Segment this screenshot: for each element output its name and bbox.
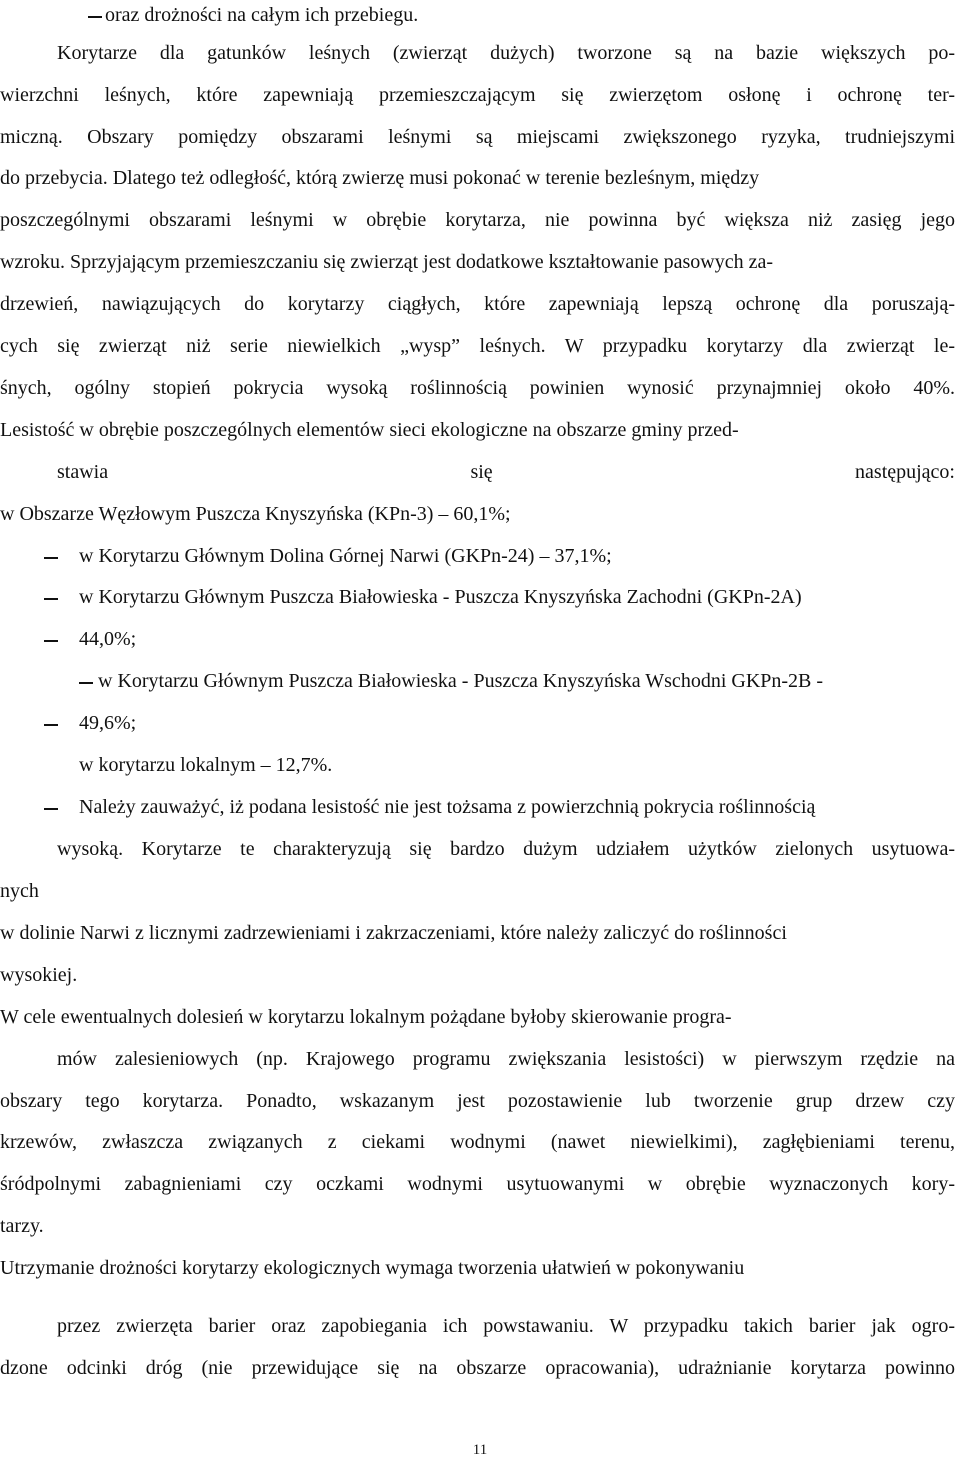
list-dash-icon (44, 640, 58, 642)
text-line: W cele ewentualnych dolesień w korytarzu lokalnym pożądane byłoby skierowanie progra- (0, 1006, 732, 1028)
text-line: w Korytarzu Głównym Puszcza Białowieska - Puszcza Knyszyńska Wschodni GKPn-2B - (98, 670, 824, 692)
text-line: krzewów, zwłaszcza związanych z ciekami wodnymi (nawet niewielkimi), zagłębieniami terenu, (0, 1131, 955, 1153)
text-line: mów zalesieniowych (np. Krajowego programu zwiększania lesistości) w pierwszym rzędzie na (57, 1048, 955, 1070)
text-line: w dolinie Narwi z licznymi zadrzewieniami i zakrzaczeniami, które należy zaliczyć do roślinności (0, 922, 787, 944)
text-line: stawia się następująco: (57, 461, 955, 483)
text-line: poszczególnymi obszarami leśnymi w obrębie korytarza, nie powinna być większa niż zasięg jego (0, 209, 955, 231)
text-line: Utrzymanie drożności korytarzy ekologicznych wymaga tworzenia ułatwień w pokonywaniu (0, 1257, 745, 1279)
text-line: obszary tego korytarza. Ponadto, wskazanym jest pozostawienie lub tworzenie grup drzew czy (0, 1090, 955, 1112)
text-line: przez zwierzęta barier oraz zapobiegania ich powstawaniu. W przypadku takich barier jak ogro- (57, 1315, 955, 1337)
page-number: 11 (472, 1442, 488, 1458)
text-line: Lesistość w obrębie poszczególnych elementów sieci ekologiczne na obszarze gminy przed- (0, 419, 739, 441)
list-dash-icon (79, 682, 93, 684)
text-line: Korytarze dla gatunków leśnych (zwierząt dużych) tworzone są na bazie większych po- (57, 42, 955, 64)
text-line: w Korytarzu Głównym Dolina Górnej Narwi (GKPn-24) – 37,1%; (79, 545, 612, 567)
text-line: nych (0, 880, 39, 902)
text-line (0, 1395, 955, 1425)
text-line: wysoką. Korytarze te charakteryzują się bardzo dużym udziałem użytków zielonych usytuowa- (57, 838, 955, 860)
text-line: wierzchni leśnych, które zapewniają przemieszczającym się zwierzętom osłonę i ochronę ter- (0, 84, 955, 106)
text-line: w Obszarze Węzłowym Puszcza Knyszyńska (KPn-3) – 60,1%; (0, 503, 511, 525)
list-dash-icon (44, 724, 58, 726)
text-line: w korytarzu lokalnym – 12,7%. (79, 754, 333, 776)
text-line: wysokiej. (0, 964, 78, 986)
list-dash-icon (44, 557, 58, 559)
list-dash-icon (44, 598, 58, 600)
list-dash-icon (44, 808, 58, 810)
text-line: tarzy. (0, 1215, 44, 1237)
text-line: dzone odcinki dróg (nie przewidujące się na obszarze opracowania), udrażnianie korytarza powinno (0, 1357, 955, 1379)
text-line: do przebycia. Dlatego też odległość, którą zwierzę musi pokonać w terenie bezleśnym, między (0, 167, 760, 189)
text-line: 44,0%; (79, 628, 137, 650)
text-line: 49,6%; (79, 712, 137, 734)
text-line: drzewień, nawiązujących do korytarzy ciągłych, które zapewniają lepszą ochronę dla poruszają- (0, 293, 955, 315)
text-line: w Korytarzu Głównym Puszcza Białowieska - Puszcza Knyszyńska Zachodni (GKPn-2A) (79, 586, 802, 608)
text-line: śnych, ogólny stopień pokrycia wysoką roślinnością powinien wynosić przynajmniej około 40%. (0, 377, 955, 399)
text-line: miczną. Obszary pomiędzy obszarami leśnymi są miejscami zwiększonego ryzyka, trudniejszymi (0, 126, 955, 148)
text-line: cych się zwierząt niż serie niewielkich „wysp” leśnych. W przypadku korytarzy dla zwierząt le- (0, 335, 955, 357)
text-line: oraz drożności na całym ich przebiegu. (105, 4, 419, 26)
text-line: śródpolnymi zabagnieniami czy oczkami wodnymi usytuowanymi w obrębie wyznaczonych kory- (0, 1173, 955, 1195)
list-dash-icon (88, 16, 102, 18)
text-line: Należy zauważyć, iż podana lesistość nie jest tożsama z powierzchnią pokrycia roślinnością (79, 796, 816, 818)
text-line: wzroku. Sprzyjającym przemieszczaniu się zwierząt jest dodatkowe kształtowanie pasowych za- (0, 251, 774, 273)
